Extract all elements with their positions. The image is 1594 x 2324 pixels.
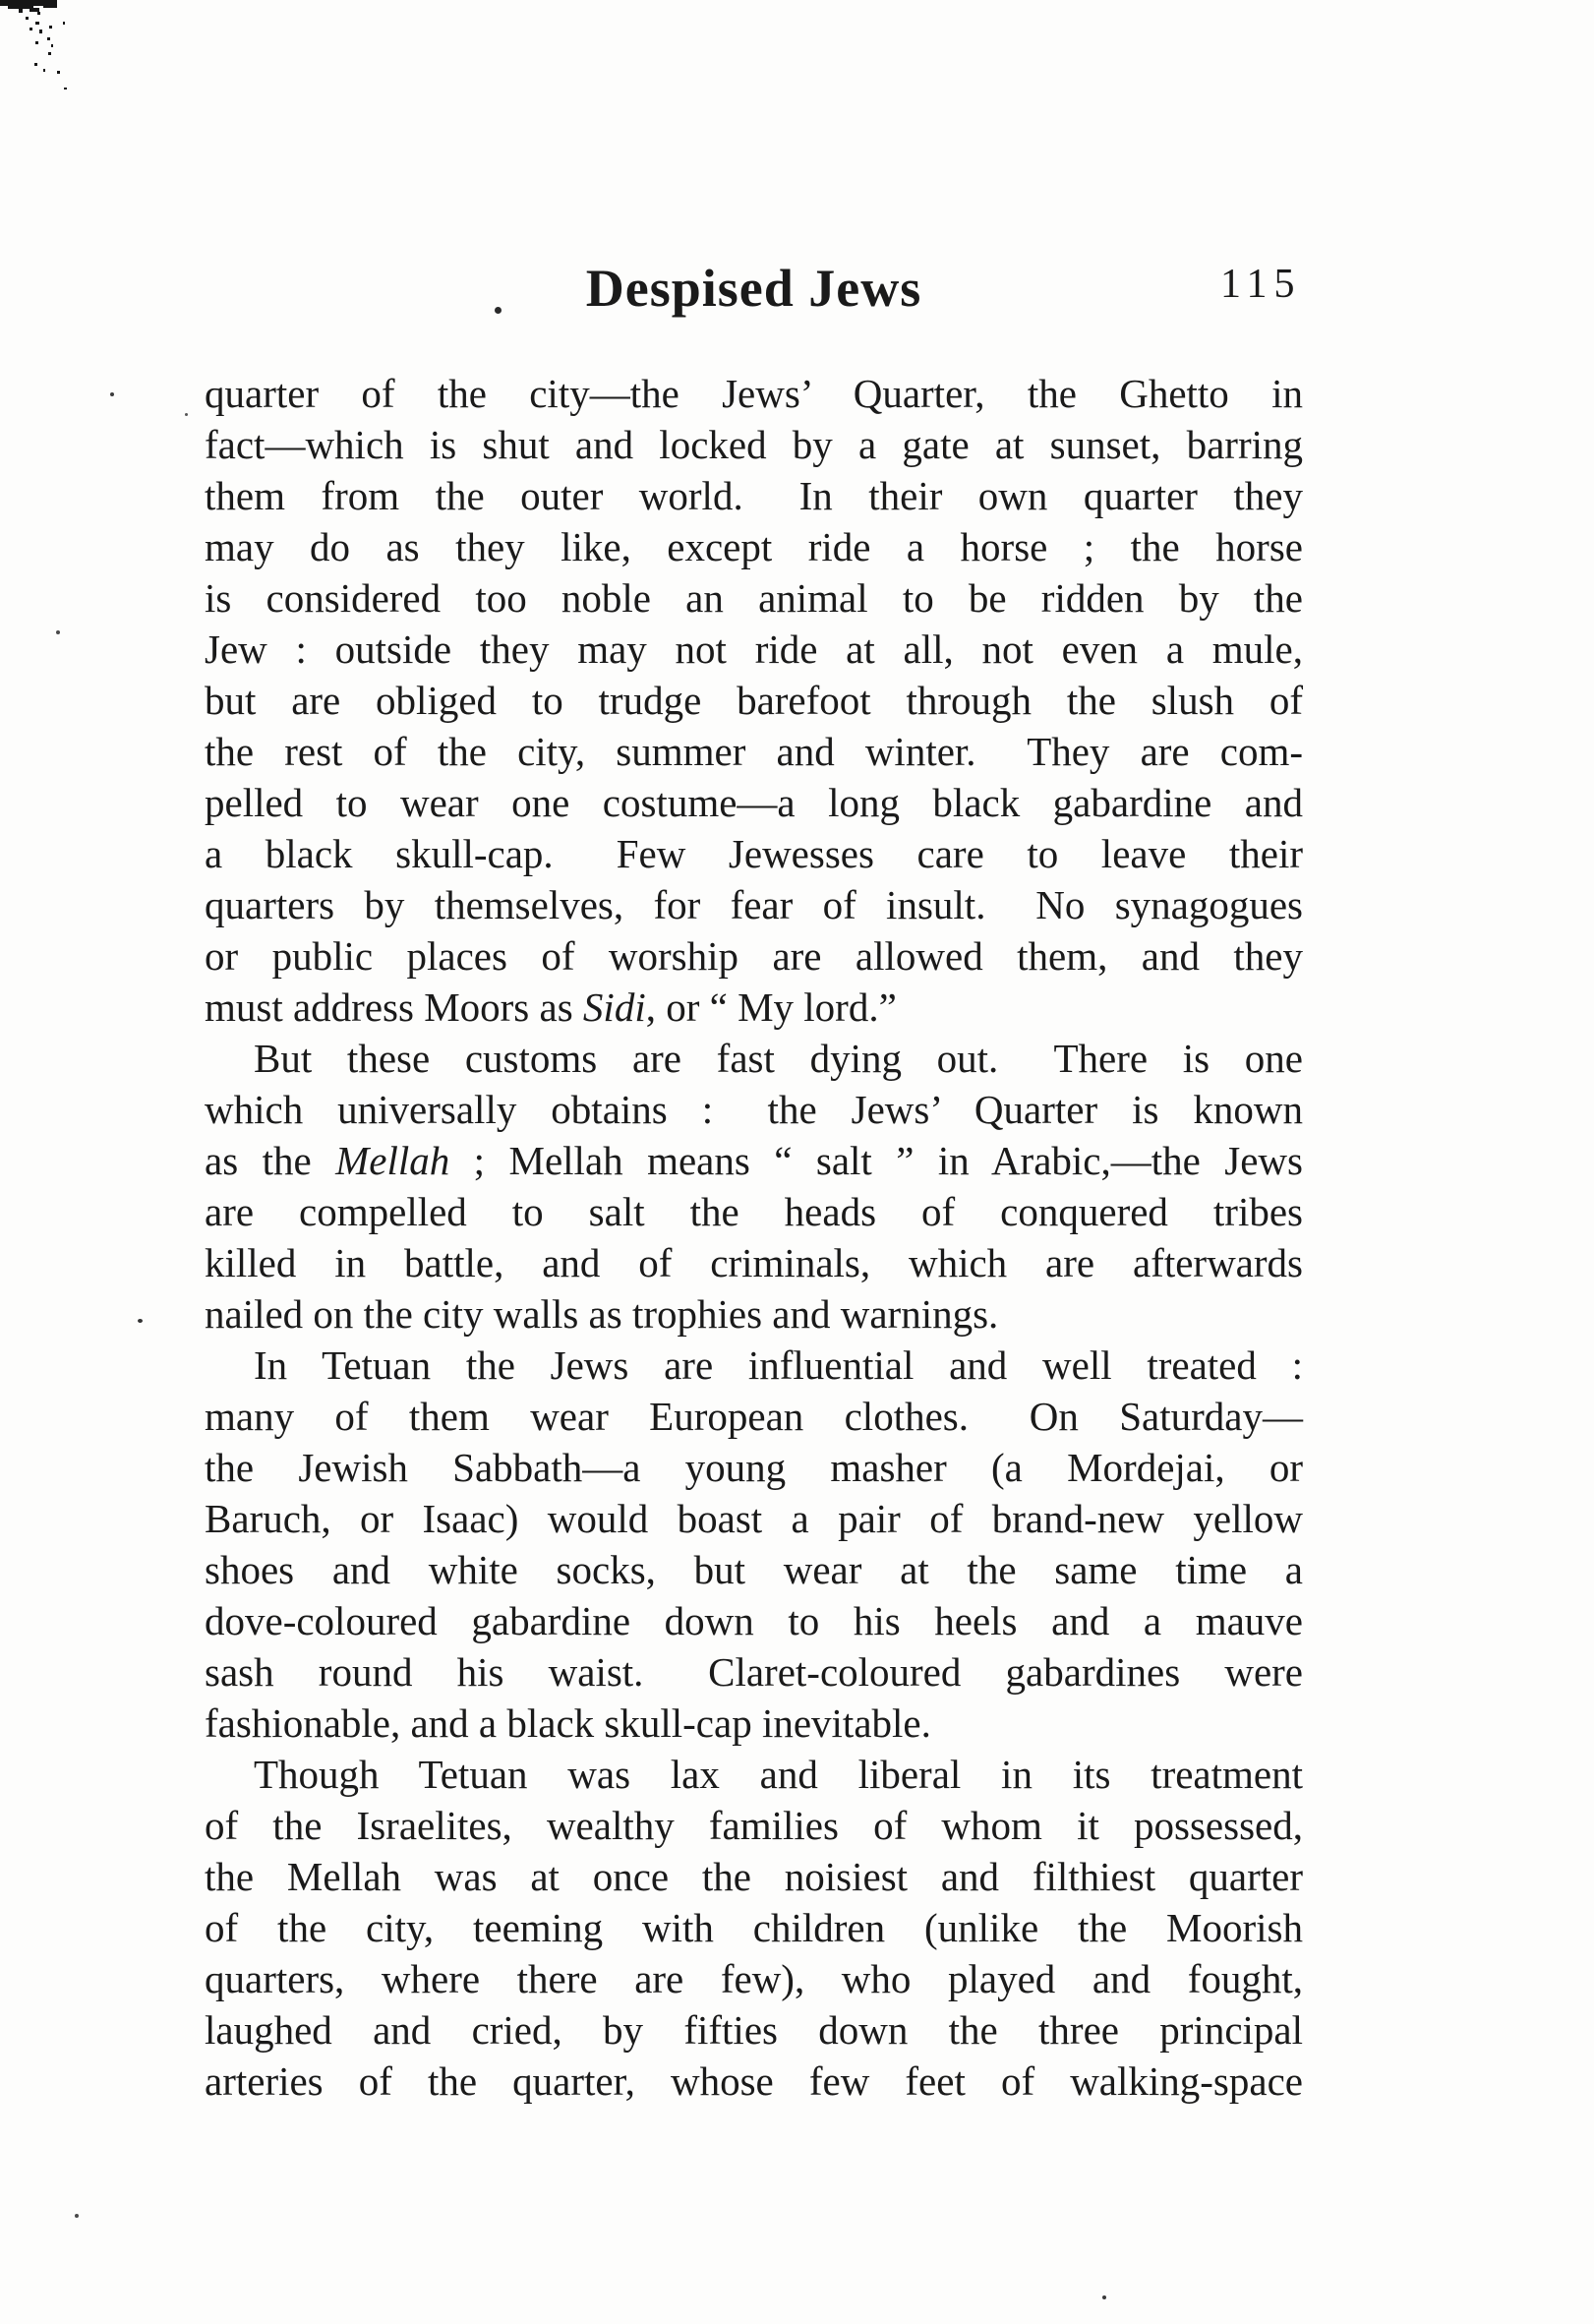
- text-run: Jew : outside they may not ride at all, not even a mule,: [205, 626, 1303, 672]
- text-line: [205, 1084, 1303, 1135]
- text-line: [205, 1749, 1303, 1800]
- text-line: [205, 1033, 1303, 1084]
- text-line: [205, 2004, 1303, 2056]
- text-line: [205, 368, 1303, 419]
- text-line: [205, 930, 1303, 982]
- text-run: quarter of the city—the Jews’ Quarter, the Ghetto in: [205, 371, 1303, 416]
- text-run: , or “ My lord.”: [645, 984, 897, 1030]
- paragraph: [205, 1340, 1303, 1749]
- text-run: but are obliged to trudge barefoot through the slush of: [205, 678, 1303, 723]
- text-run: sash round his waist. Claret-coloured gabardines were: [205, 1649, 1303, 1695]
- text-run: or public places of worship are allowed them, and they: [205, 933, 1303, 979]
- text-run: nailed on the city walls as trophies and warnings.: [205, 1291, 999, 1337]
- text-line: [205, 1698, 1303, 1749]
- text-line: [205, 1493, 1303, 1544]
- text-run: may do as they like, except ride a horse ; the horse: [205, 524, 1303, 569]
- text-line: [205, 2056, 1303, 2107]
- paragraph: [205, 368, 1303, 1033]
- text-line: [205, 1953, 1303, 2004]
- text-run: must address Moors as: [205, 984, 583, 1030]
- text-run: of the Israelites, wealthy families of whom it possessed,: [205, 1803, 1303, 1848]
- text-line: [205, 624, 1303, 675]
- text-line: [205, 777, 1303, 828]
- text-run: killed in battle, and of criminals, which are afterwards: [205, 1240, 1303, 1285]
- text-line: [205, 1851, 1303, 1902]
- scan-speck: [110, 392, 114, 396]
- text-run: of the city, teeming with children (unlike the Moorish: [205, 1905, 1303, 1950]
- running-title: Despised Jews: [585, 259, 922, 318]
- text-run: quarters by themselves, for fear of insult. No synagogues: [205, 882, 1303, 927]
- text-line: [205, 726, 1303, 777]
- text-line: [205, 675, 1303, 726]
- text-run: In Tetuan the Jews are influential and well treated :: [254, 1342, 1303, 1388]
- text-line: [205, 1646, 1303, 1698]
- text-run: a black skull-cap. Few Jewesses care to leave their: [205, 831, 1303, 876]
- text-run: are compelled to salt the heads of conquered tribes: [205, 1189, 1303, 1234]
- text-run: Baruch, or Isaac) would boast a pair of brand-new yellow: [205, 1496, 1303, 1541]
- italic-text-run: Sidi: [582, 984, 646, 1030]
- text-run: which universally obtains : the Jews’ Quarter is known: [205, 1087, 1303, 1132]
- scan-speck: [1102, 2295, 1106, 2299]
- text-run: laughed and cried, by fifties down the three principal: [205, 2007, 1303, 2053]
- text-run: But these customs are fast dying out. There is one: [254, 1036, 1303, 1081]
- scan-speck: [75, 2214, 79, 2218]
- text-line: [205, 1288, 1303, 1340]
- text-run: dove-coloured gabardine down to his heels and a mauve: [205, 1598, 1303, 1643]
- text-run: the Mellah was at once the noisiest and filthiest quarter: [205, 1854, 1303, 1899]
- text-line: [205, 572, 1303, 624]
- text-run: arteries of the quarter, whose few feet of walking-space: [205, 2058, 1303, 2104]
- paragraph: [205, 1033, 1303, 1340]
- text-line: [205, 1135, 1303, 1186]
- text-run: Though Tetuan was lax and liberal in its treatment: [254, 1752, 1303, 1797]
- paragraph: [205, 1749, 1303, 2107]
- text-run: is considered too noble an animal to be ridden by the: [205, 575, 1303, 621]
- text-line: [205, 1391, 1303, 1442]
- text-line: [205, 419, 1303, 470]
- text-line: [205, 1340, 1303, 1391]
- text-line: [205, 1237, 1303, 1288]
- text-line: [205, 982, 1303, 1033]
- text-run: ; Mellah means “ salt ” in Arabic,—the Jews: [449, 1138, 1303, 1183]
- text-line: [205, 1902, 1303, 1953]
- text-line: [205, 1800, 1303, 1851]
- page-number: 115: [1220, 262, 1302, 307]
- text-run: as the: [205, 1138, 336, 1183]
- scan-speck: [185, 413, 188, 416]
- text-line: [205, 470, 1303, 521]
- text-line: [205, 828, 1303, 879]
- text-line: [205, 1186, 1303, 1237]
- text-line: [205, 879, 1303, 930]
- body-text: [205, 368, 1303, 2107]
- text-line: [205, 1595, 1303, 1646]
- scan-speck: [138, 1319, 143, 1323]
- text-run: them from the outer world. In their own quarter they: [205, 473, 1303, 518]
- text-run: the Jewish Sabbath—a young masher (a Mordejai, or: [205, 1445, 1303, 1490]
- text-line: [205, 521, 1303, 572]
- italic-text-run: Mellah: [335, 1138, 450, 1183]
- scan-artifact-smudge: [0, 0, 197, 148]
- text-run: the rest of the city, summer and winter. They are com-: [205, 729, 1303, 774]
- text-run: pelled to wear one costume—a long black gabardine and: [205, 780, 1303, 825]
- text-line: [205, 1442, 1303, 1493]
- text-run: fashionable, and a black skull-cap inevitable.: [205, 1700, 931, 1746]
- text-line: [205, 1544, 1303, 1595]
- text-run: fact—which is shut and locked by a gate at sunset, barring: [205, 422, 1303, 467]
- text-run: shoes and white socks, but wear at the same time a: [205, 1547, 1303, 1592]
- scan-speck: [56, 630, 60, 634]
- text-run: quarters, where there are few), who played and fought,: [205, 1956, 1303, 2001]
- text-run: many of them wear European clothes. On Saturday—: [205, 1394, 1303, 1439]
